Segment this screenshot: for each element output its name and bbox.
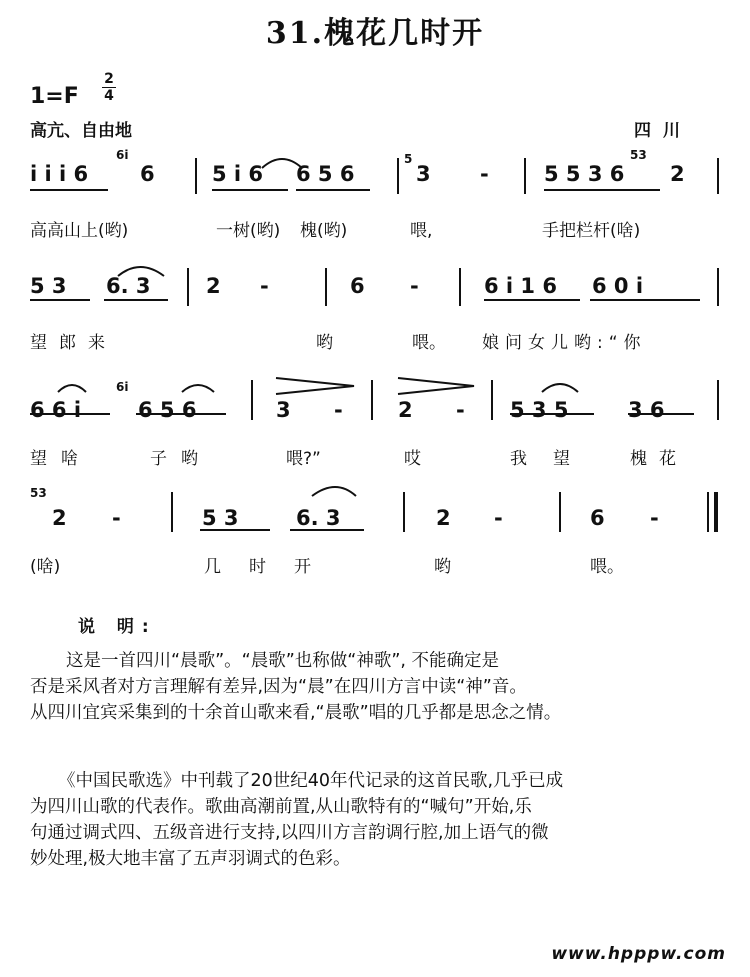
s4-notes-m1b: - [112,506,121,530]
s1-notes-m4a: 5 5 3 6 [544,162,625,186]
s1-lyric-2: 一树(哟) [216,221,281,241]
tempo-marking: 高亢、自由地 [30,121,132,141]
s3-lyric-1: 望啥 [30,449,92,469]
s2-notes-m1a: 5 3 [30,274,67,298]
watermark: www.hpppw.com [551,944,726,964]
s2-notes-m3b: - [410,274,419,298]
s4-notes-m1a: 2 [52,506,67,530]
s3-notes-m1a: 6 6 i [30,398,82,422]
s4-notes-m2a: 5 3 [202,506,239,530]
key-signature: 1=F [30,84,79,109]
s3-notes-m4b: 3 6 [628,398,665,422]
s3-lyric-3: 喂?” [286,449,321,469]
s1-notes-m3a: 3 [416,162,431,186]
s2-notes-m4b: 6 0 i [592,274,644,298]
s4-notes-m4b: - [650,506,659,530]
s1-notes-m1: i i i 6 [30,162,89,186]
s3-lyric-4: 哎 [404,449,421,469]
s4-notes-m3b: - [494,506,503,530]
s3-notes-m2a: 3 [276,398,291,422]
p2-line-2: 为四川山歌的代表作。歌曲高潮前置,从山歌特有的“喊句”开始,乐 [30,797,532,817]
s2-notes-m4a: 6 i 1 6 [484,274,557,298]
s3-notes-m1b: 6 5 6 [138,398,197,422]
s1-notes-m1b: 6 [140,162,155,186]
s3-lyric-5: 我望 [510,449,596,469]
s1-grace-3: 53 [630,148,647,162]
s4-notes-m3a: 2 [436,506,451,530]
s3-notes-m2b: - [334,398,343,422]
s2-lyric-4: 娘问女儿哟:“你 [482,333,647,353]
s3-notes-m3b: - [456,398,465,422]
s1-lyric-3: 槐(哟) [300,221,348,241]
s1-notes-m2b: 6 5 6 [296,162,355,186]
p2-line-3: 句通过调式四、五级音进行支持,以四川方言韵调行腔,加上语气的微 [30,823,549,843]
s4-lyric-4: 喂。 [590,557,624,577]
s3-lyric-6: 槐花 [630,449,688,469]
s4-notes-m4a: 6 [590,506,605,530]
s1-lyric-4: 喂, [410,221,433,241]
s4-lyric-3: 哟 [434,557,451,577]
s1-lyric-1: 高高山上(哟) [30,221,129,241]
p1-line-2: 否是采风者对方言理解有差异,因为“晨”在四川方言中读“神”音。 [30,677,527,697]
explanation-paragraph-1 [30,648,720,726]
s2-lyric-2: 哟 [316,333,333,353]
s1-lyric-5: 手把栏杆(啥) [542,221,641,241]
p1-line-1: 这是一首四川“晨歌”。“晨歌”也称做“神歌”, 不能确定是 [66,651,500,671]
s2-notes-m1b: 6. 3 [106,274,151,298]
s3-notes-m4a: 5 3 5 [510,398,569,422]
s3-grace-1: 6i [116,380,129,394]
explanation-paragraph-2 [30,768,720,872]
s4-grace-1: 53 [30,486,47,500]
s2-notes-m2a: 2 [206,274,221,298]
s2-notes-m3a: 6 [350,274,365,298]
s1-notes-m4b: 2 [670,162,685,186]
time-signature-top: 2 [104,71,114,87]
s2-notes-m2b: - [260,274,269,298]
p2-line-4: 妙处理,极大地丰富了五声羽调式的色彩。 [30,849,351,869]
region-label: 四川 [634,121,692,141]
explanation-heading: 说 明: [78,617,157,637]
s4-lyric-1: (啥) [30,557,61,577]
s1-notes-m2a: 5 i 6 [212,162,264,186]
s1-notes-m3b: - [480,162,489,186]
s2-lyric-1: 望郎来 [30,333,117,353]
s3-lyric-2: 子哟 [150,449,212,469]
s3-notes-m3a: 2 [398,398,413,422]
p1-line-3: 从四川宜宾采集到的十余首山歌来看,“晨歌”唱的几乎都是思念之情。 [30,703,562,723]
song-title: 31.槐花几时开 [265,16,485,51]
time-signature-bottom: 4 [104,88,114,104]
s4-notes-m2b: 6. 3 [296,506,341,530]
s2-lyric-3: 喂。 [412,333,446,353]
s4-lyric-2: 几时开 [204,557,339,577]
s1-grace-2: 5 [404,152,413,166]
s1-grace-1: 6i [116,148,129,162]
p2-line-1: 《中国民歌选》中刊载了20世纪40年代记录的这首民歌,几乎已成 [58,771,564,791]
